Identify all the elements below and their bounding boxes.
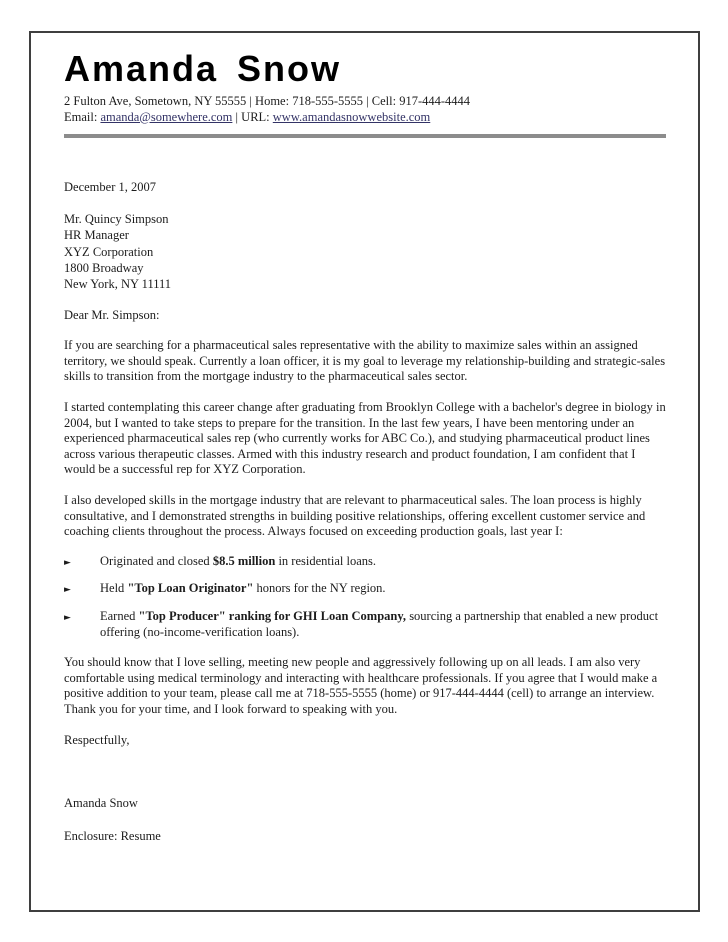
bullet-post: honors for the NY region.: [253, 581, 386, 596]
list-item: [64, 581, 666, 599]
letter-body: [64, 180, 666, 845]
achievements-list: [64, 554, 666, 640]
salutation: Dear Mr. Simpson:: [64, 307, 160, 322]
bullet-text: [100, 609, 666, 640]
recipient-city: New York, NY 11111: [64, 277, 172, 292]
bullet-post: in residential loans.: [275, 553, 376, 568]
bullet-bold: $8.5 million: [212, 553, 276, 568]
paragraph-skills: I also developed skills in the mortgage industry that are relevant to pharmaceutical sales. The loan process is highly consultative, and I demonstrated strengths in building positive relationships, offering excellent customer service and coaching clients throughout the process. Always focused on exceeding production goals, last year I:: [64, 493, 646, 539]
triangle-bullet-icon: ►: [64, 612, 71, 623]
list-item: [64, 609, 666, 640]
recipient-street: 1800 Broadway: [64, 261, 144, 276]
contact-links-line: [64, 109, 666, 125]
enclosure-note: Enclosure: Resume: [64, 828, 161, 843]
letterhead: [64, 49, 666, 138]
paragraph-intro: If you are searching for a pharmaceutical sales representative with the ability to maximize sales within an assigned territory, we should speak. Currently a loan officer, it is my goal to leverage my relationship-building and strategic-sales skills to transition from the mortgage industry to the pharmaceutical sales sector.: [64, 338, 666, 384]
contact-separator: |: [235, 109, 239, 124]
contact-line: 2 Fulton Ave, Sometown, NY 55555 | Home: 718-555-5555 | Cell: 917-444-4444: [64, 93, 471, 108]
letter-date: December 1, 2007: [64, 179, 156, 194]
signature-name: Amanda Snow: [64, 796, 138, 811]
bullet-post: sourcing a partnership that enabled a new product offering (no-income-verification loans).: [100, 608, 659, 639]
list-item: [64, 554, 666, 572]
bullet-text: [100, 581, 666, 599]
bullet-bold: "Top Producer" ranking for GHI Loan Company,: [138, 608, 407, 623]
valediction: Respectfully,: [64, 732, 130, 747]
recipient-title: HR Manager: [64, 228, 129, 243]
recipient-block: [64, 211, 666, 292]
recipient-name: Mr. Quincy Simpson: [64, 212, 169, 227]
website-link[interactable]: www.amandasnowwebsite.com: [272, 109, 431, 124]
bullet-text: [100, 554, 666, 572]
letterhead-name: Amanda Snow: [64, 48, 342, 89]
bullet-pre: Earned: [100, 608, 139, 623]
paragraph-closing: You should know that I love selling, meeting new people and aggressively following up on all leads. I am also very comfortable using medical terminology and interacting with healthcare professionals. If you agree that I would make a positive addition to your team, please call me at 718-555-5555 (home) or 917-444-4444 (cell) to arrange an interview. Thank you for your time, and I look forward to speaking with you.: [64, 655, 658, 716]
letter-page: [29, 31, 700, 912]
paragraph-background: I started contemplating this career change after graduating from Brooklyn College with a bachelor's degree in biology in 2004, but I wanted to take steps to prepare for the transition. In the last few years, I have been mentoring under an experienced pharmaceutical sales rep (who currently works for ABC Co.), and studying pharmaceutical product lines across various therapeutic classes. Armed with this industry research and product foundation, I am confident that I would be a successful rep for XYZ Corporation.: [64, 400, 666, 477]
triangle-bullet-icon: ►: [64, 585, 71, 596]
email-link[interactable]: amanda@somewhere.com: [100, 109, 233, 124]
bullet-pre: Originated and closed: [100, 553, 213, 568]
triangle-bullet-icon: ►: [64, 557, 71, 568]
recipient-company: XYZ Corporation: [64, 244, 154, 259]
bullet-pre: Held: [100, 581, 128, 596]
url-label: URL:: [241, 109, 270, 124]
email-label: Email:: [64, 109, 98, 124]
bullet-bold: "Top Loan Originator": [127, 581, 254, 596]
header-rule: [64, 134, 666, 138]
